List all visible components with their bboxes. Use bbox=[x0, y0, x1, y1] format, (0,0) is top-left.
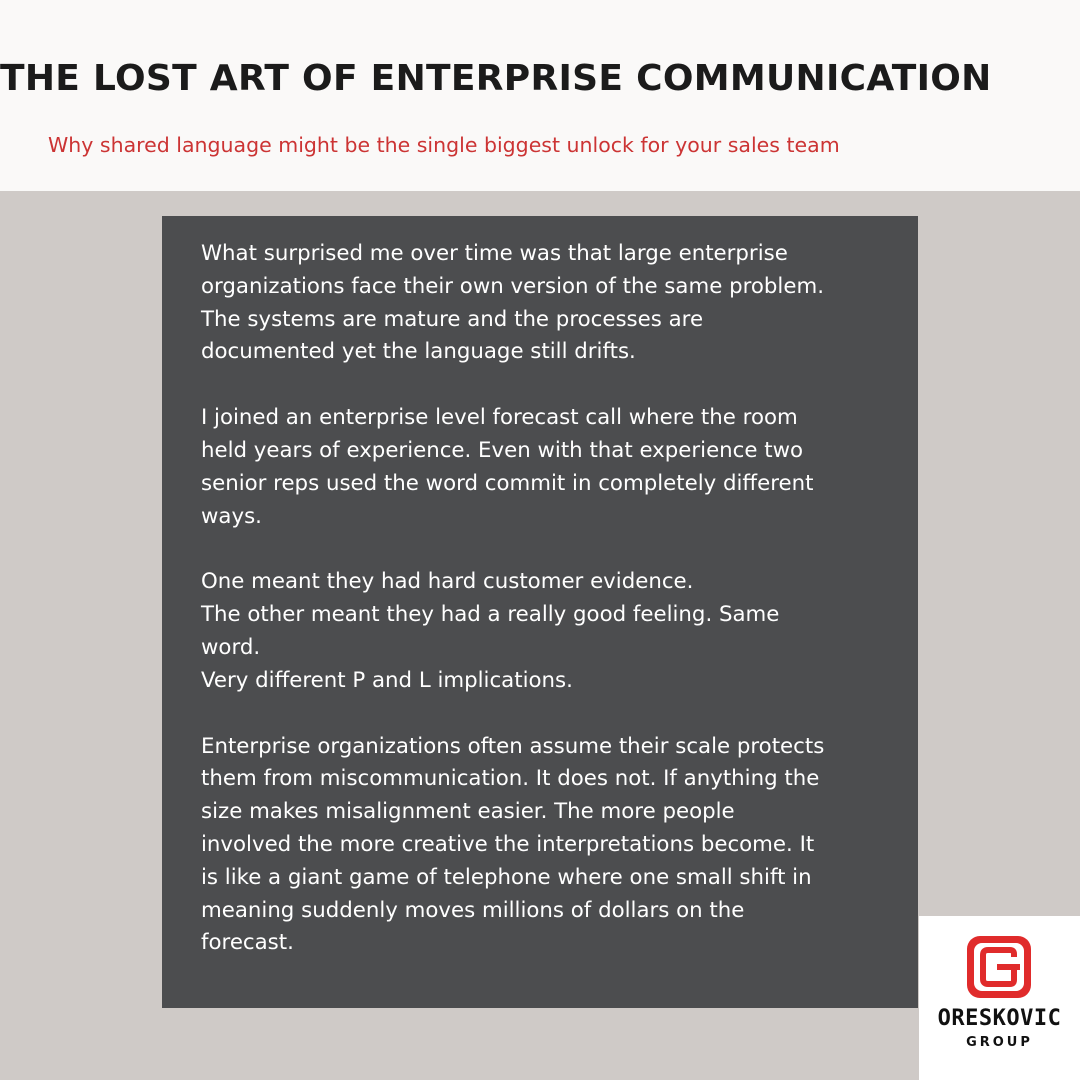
page-title: THE LOST ART OF ENTERPRISE COMMUNICATION bbox=[0, 58, 992, 99]
paragraph-2: I joined an enterprise level forecast call where the room held years of experience. Even with that experience two senior reps used the word commit in completely different ways. bbox=[201, 405, 814, 529]
logo-subtext: GROUP bbox=[966, 1035, 1033, 1050]
og-monogram-icon bbox=[967, 936, 1031, 998]
paragraph-1: What surprised me over time was that large enterprise organizations face their own version of the same problem. The systems are mature and the processes are documented yet the language still drifts. bbox=[201, 241, 824, 365]
paragraph-3: One meant they had hard customer evidence. The other meant they had a really good feeling. Same word. Very different P and L implications. bbox=[201, 569, 780, 693]
header-band bbox=[0, 0, 1080, 191]
logo-wordmark: ORESKOVIC bbox=[937, 1006, 1062, 1031]
company-logo bbox=[919, 916, 1080, 1080]
body-card bbox=[162, 216, 918, 1008]
paragraph-4: Enterprise organizations often assume their scale protects them from miscommunication. It does not. If anything the size makes misalignment easier. The more people involved the more creative the interpretations become. It is like a giant game of telephone where one small shift in meaning suddenly moves millions of dollars on the forecast. bbox=[201, 733, 825, 956]
page-subtitle: Why shared language might be the single biggest unlock for your sales team bbox=[48, 133, 840, 157]
